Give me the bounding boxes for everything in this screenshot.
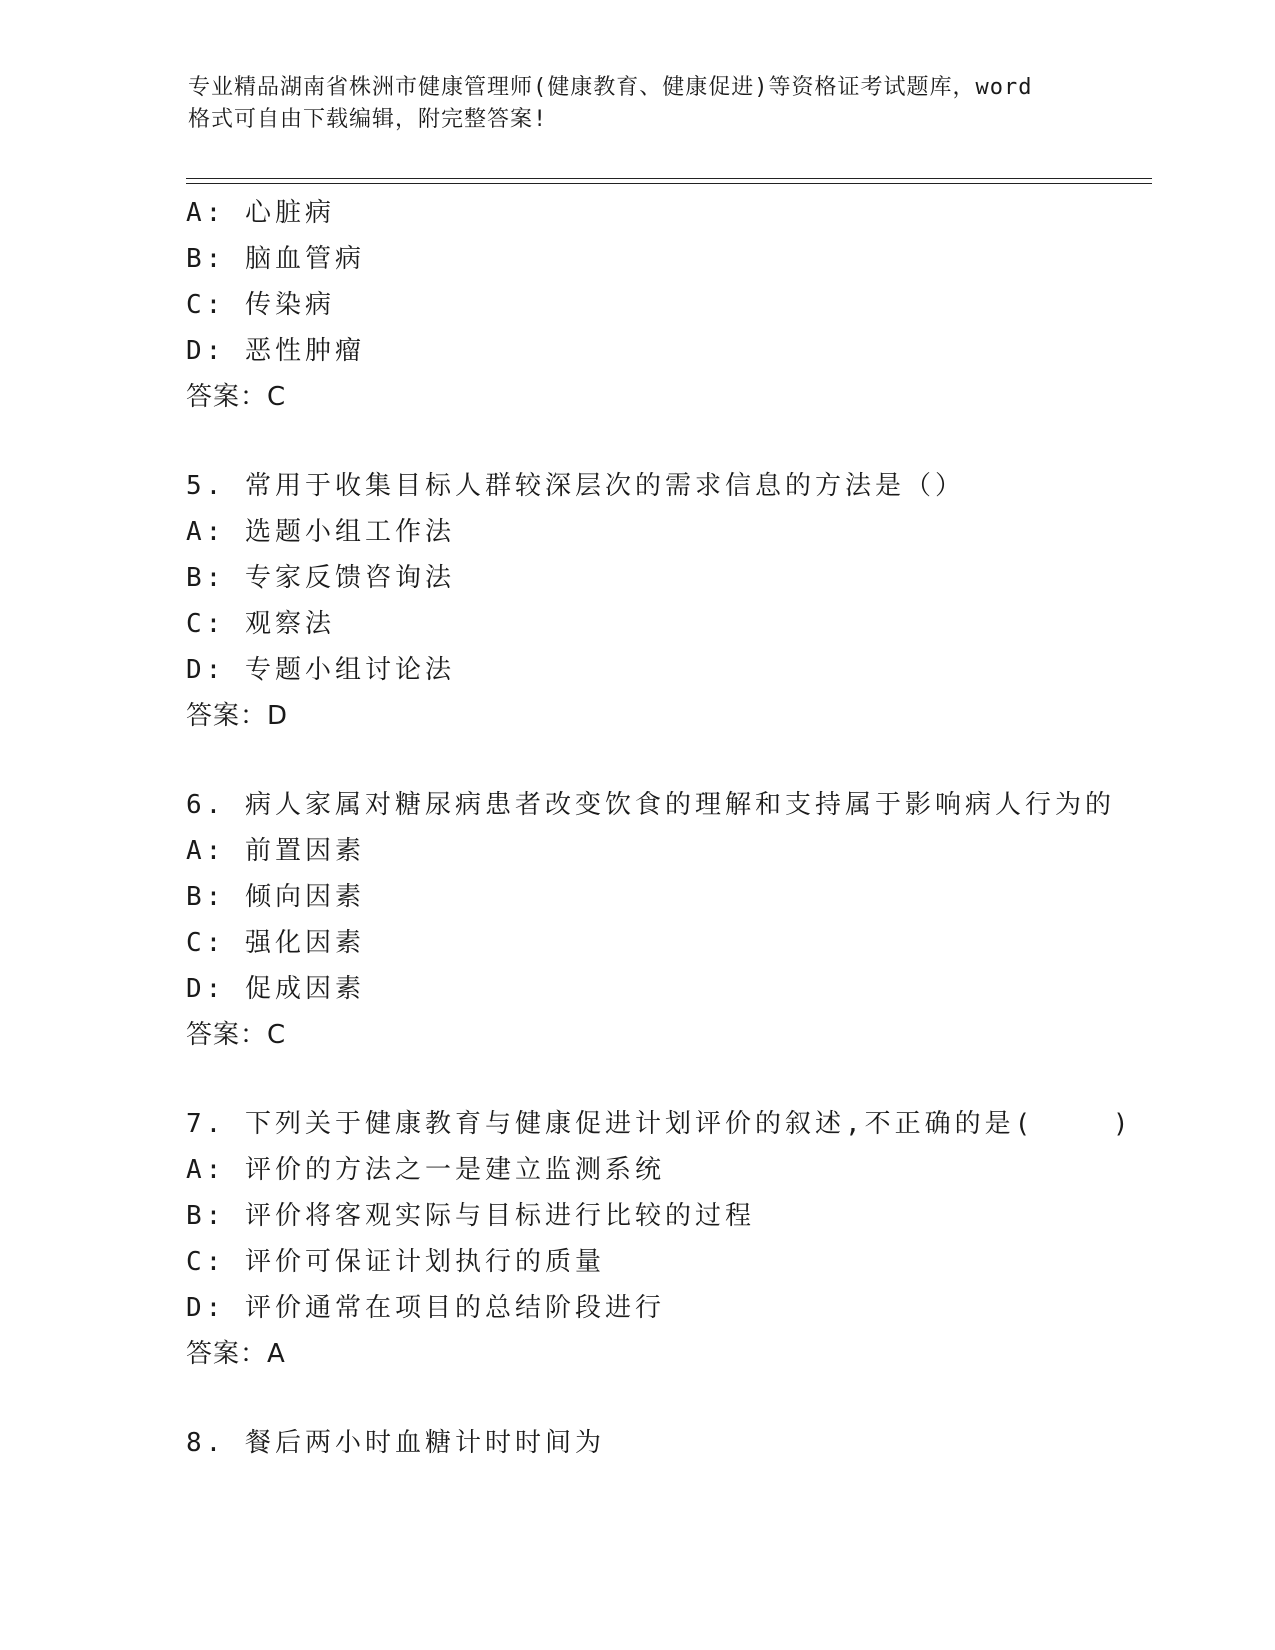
question-block-continued [186, 190, 1166, 420]
option-a: A: 前置因素 [186, 836, 365, 866]
option-c: C: 强化因素 [186, 928, 365, 958]
answer-line: 答案：C [186, 1020, 287, 1050]
option-d: D: 评价通常在项目的总结阶段进行 [186, 1293, 665, 1323]
option-b: B: 评价将客观实际与目标进行比较的过程 [186, 1201, 755, 1231]
question-block-7 [186, 1101, 1166, 1377]
option-b: B: 专家反馈咨询法 [186, 563, 455, 593]
question-block-5 [186, 463, 1166, 739]
answer-line: 答案：A [186, 1339, 286, 1369]
option-b: B: 倾向因素 [186, 882, 365, 912]
answer-line: 答案：D [186, 701, 289, 731]
question-list [186, 190, 1166, 1466]
question-text: 8. 餐后两小时血糖计时时间为 [186, 1428, 605, 1458]
question-text: 5. 常用于收集目标人群较深层次的需求信息的方法是（） [186, 471, 965, 501]
option-c: C: 传染病 [186, 290, 335, 320]
option-a: A: 评价的方法之一是建立监测系统 [186, 1155, 665, 1185]
header-line-2: 格式可自由下载编辑，附完整答案! [188, 107, 548, 132]
option-a: A: 选题小组工作法 [186, 517, 455, 547]
header-line-1: 专业精品湖南省株洲市健康管理师(健康教育、健康促进)等资格证考试题库，word [188, 75, 1033, 100]
question-text: 7. 下列关于健康教育与健康促进计划评价的叙述,不正确的是( ) [186, 1109, 1133, 1139]
header-divider-bottom [186, 183, 1152, 184]
option-d: D: 专题小组讨论法 [186, 655, 455, 685]
option-c: C: 观察法 [186, 609, 335, 639]
option-c: C: 评价可保证计划执行的质量 [186, 1247, 605, 1277]
question-block-6 [186, 782, 1166, 1058]
answer-line: 答案：C [186, 382, 287, 412]
header-divider-top [186, 178, 1152, 179]
document-header-note [188, 72, 1088, 136]
question-text: 6. 病人家属对糖尿病患者改变饮食的理解和支持属于影响病人行为的 [186, 790, 1115, 820]
option-d: D: 恶性肿瘤 [186, 336, 365, 366]
question-block-8 [186, 1420, 1166, 1466]
option-b: B: 脑血管病 [186, 244, 365, 274]
option-a: A: 心脏病 [186, 198, 335, 228]
option-d: D: 促成因素 [186, 974, 365, 1004]
